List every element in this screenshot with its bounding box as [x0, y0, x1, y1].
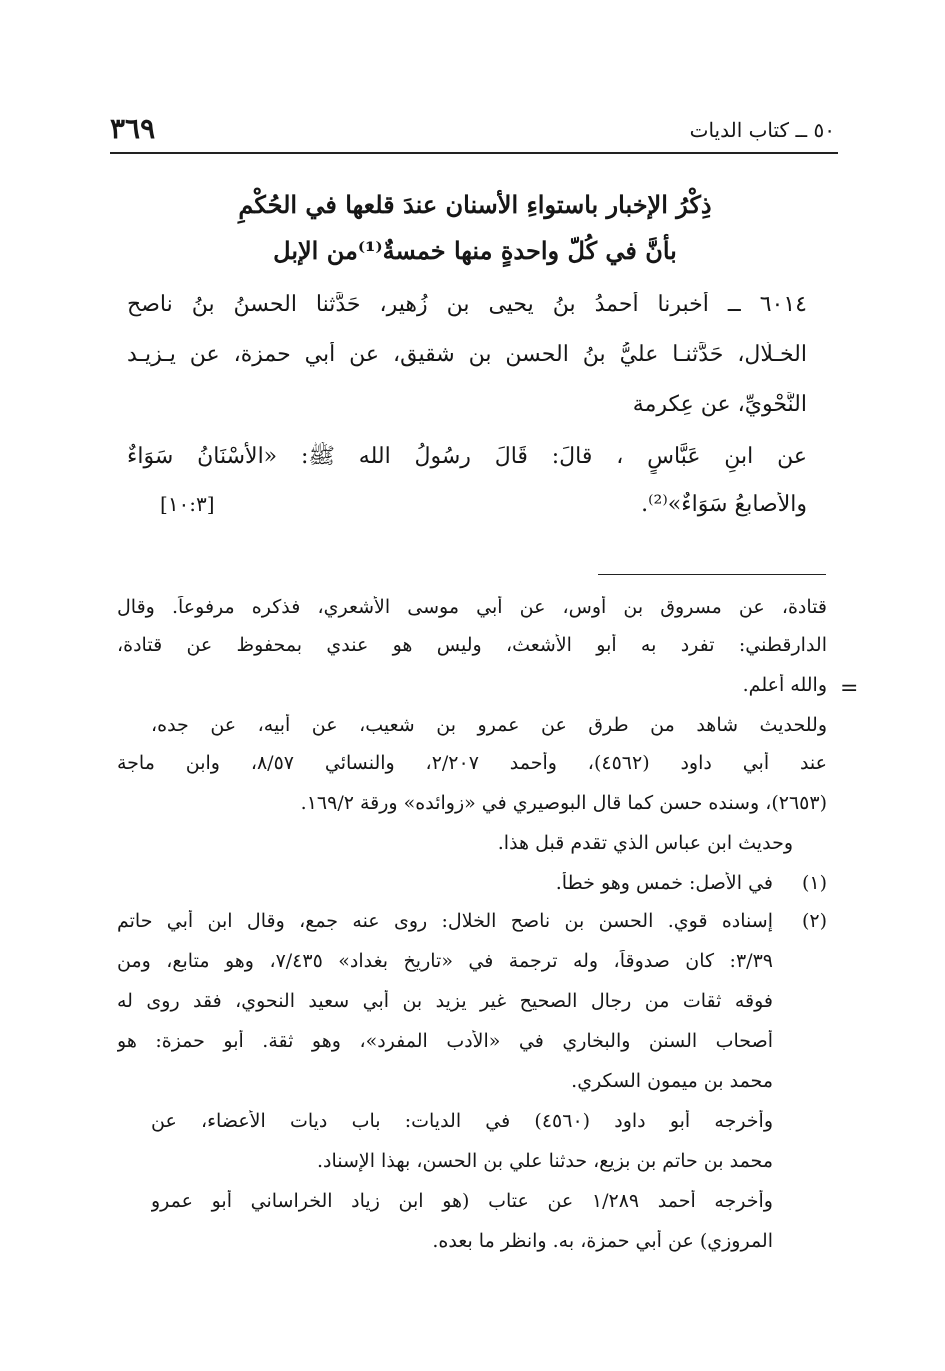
- footnote-line: محمد بن ميمون السكري.: [571, 1070, 773, 1092]
- footnote-line: ٣/٣٩: كان صدوقاً، وله ترجمة في «تاريخ بغداد» ٧/٤٣٥، وهو متابع، ومن: [117, 950, 773, 972]
- hadith-line: ٦٠١٤ ــ أخبرنا أحمدُ بنُ يحيى بنِ زُهير، حَدَّثنا الحسنُ بنُ ناصح: [127, 292, 807, 317]
- header-rule: [110, 152, 838, 154]
- footnote-line: وأخرجه أحمد ١/٢٨٩ عن عتاب (هو ابن زياد الخراساني أبو عمرو: [151, 1190, 773, 1212]
- footnote-line: أصحاب السنن والبخاري في «الأدب المفرد»، وهو ثقة. أبو حمزة: هو: [117, 1030, 773, 1052]
- footnote-line: وللحديث شاهد من طرق عن عمرو بن شعيب، عن أبيه، عن جده،: [151, 714, 827, 736]
- footnote-line: والله أعلم.: [742, 674, 827, 696]
- hadith-line: والأصابعُ سَوَاءٌ»⁽²⁾.: [641, 492, 807, 517]
- footnote-separator: [598, 574, 826, 575]
- footnote-line: المروزي) عن أبي حمزة، به. وانظر ما بعده.: [432, 1230, 773, 1252]
- footnote-line: عند أبي داود (٤٥٦٢)، وأحمد ٢/٢٠٧، والنسائي ٨/٥٧، وابن ماجة: [117, 752, 827, 774]
- footnote-line: وأخرجه أبو داود (٤٥٦٠) في الديات: باب ديات الأعضاء، عن: [151, 1110, 773, 1132]
- footnote-line: محمد بن حاتم بن بزيع، حدثنا علي بن الحسن، بهذا الإسناد.: [316, 1150, 773, 1172]
- hadith-line: الخـلّال، حَدَّثنـا عليُّ بنُ الحسن بنِ شقيق، عن أبي حمزة، عن يـزيـد: [127, 342, 807, 367]
- footnote-line: إسناده قوي. الحسن بن ناصح الخلال: روى عنه جمع، وقال ابن أبي حاتم: [117, 910, 773, 932]
- footnote-line: (٢٦٥٣)، وسنده حسن كما قال البوصيري في «زوائده» ورقة ١٦٩/٢.: [300, 792, 827, 814]
- hadith-line: النَّحْوِيِّ، عن عِكرمة: [632, 392, 807, 417]
- footnote-line: الدارقطني: تفرد به أبو الأشعث، وليس هو عندي بمحفوظ عن قتادة،: [117, 634, 827, 656]
- source-reference: [١٠:٣]: [160, 492, 215, 516]
- continuation-mark: =: [840, 676, 859, 701]
- footnote-line: قتادة، عن مسروق بن أوس، عن أبي موسى الأشعري، فذكره مرفوعاً. وقال: [117, 596, 827, 618]
- chapter-header: ٥٠ ــ كتاب الديات: [689, 118, 835, 142]
- section-heading-line-1: ذِكْرُ الإخبار باستواءِ الأسنان عندَ قلعها في الحُكْمِ: [238, 190, 712, 219]
- footnote-text: في الأصل: خمس وهو خطأ.: [555, 872, 773, 894]
- hadith-line: عن ابنِ عَبَّاسٍ ، قالَ: قَالَ رسُولُ الله ﷺ: «الأَسْنَانُ سَوَاءٌ: [127, 444, 807, 469]
- section-heading-line-2: بأنَّ في كُلّ واحدةٍ منها خمسةٌ⁽¹⁾من الإبل: [273, 236, 677, 265]
- footnote-line: وحديث ابن عباس الذي تقدم قبل هذا.: [497, 832, 793, 854]
- footnote-number: (٢): [801, 910, 827, 932]
- page-number: ٣٦٩: [110, 112, 156, 145]
- footnote-line: فوقه ثقات من رجال الصحيح غير يزيد بن أبي سعيد النحوي، فقد روى له: [117, 990, 773, 1012]
- footnote-number: (١): [801, 872, 827, 894]
